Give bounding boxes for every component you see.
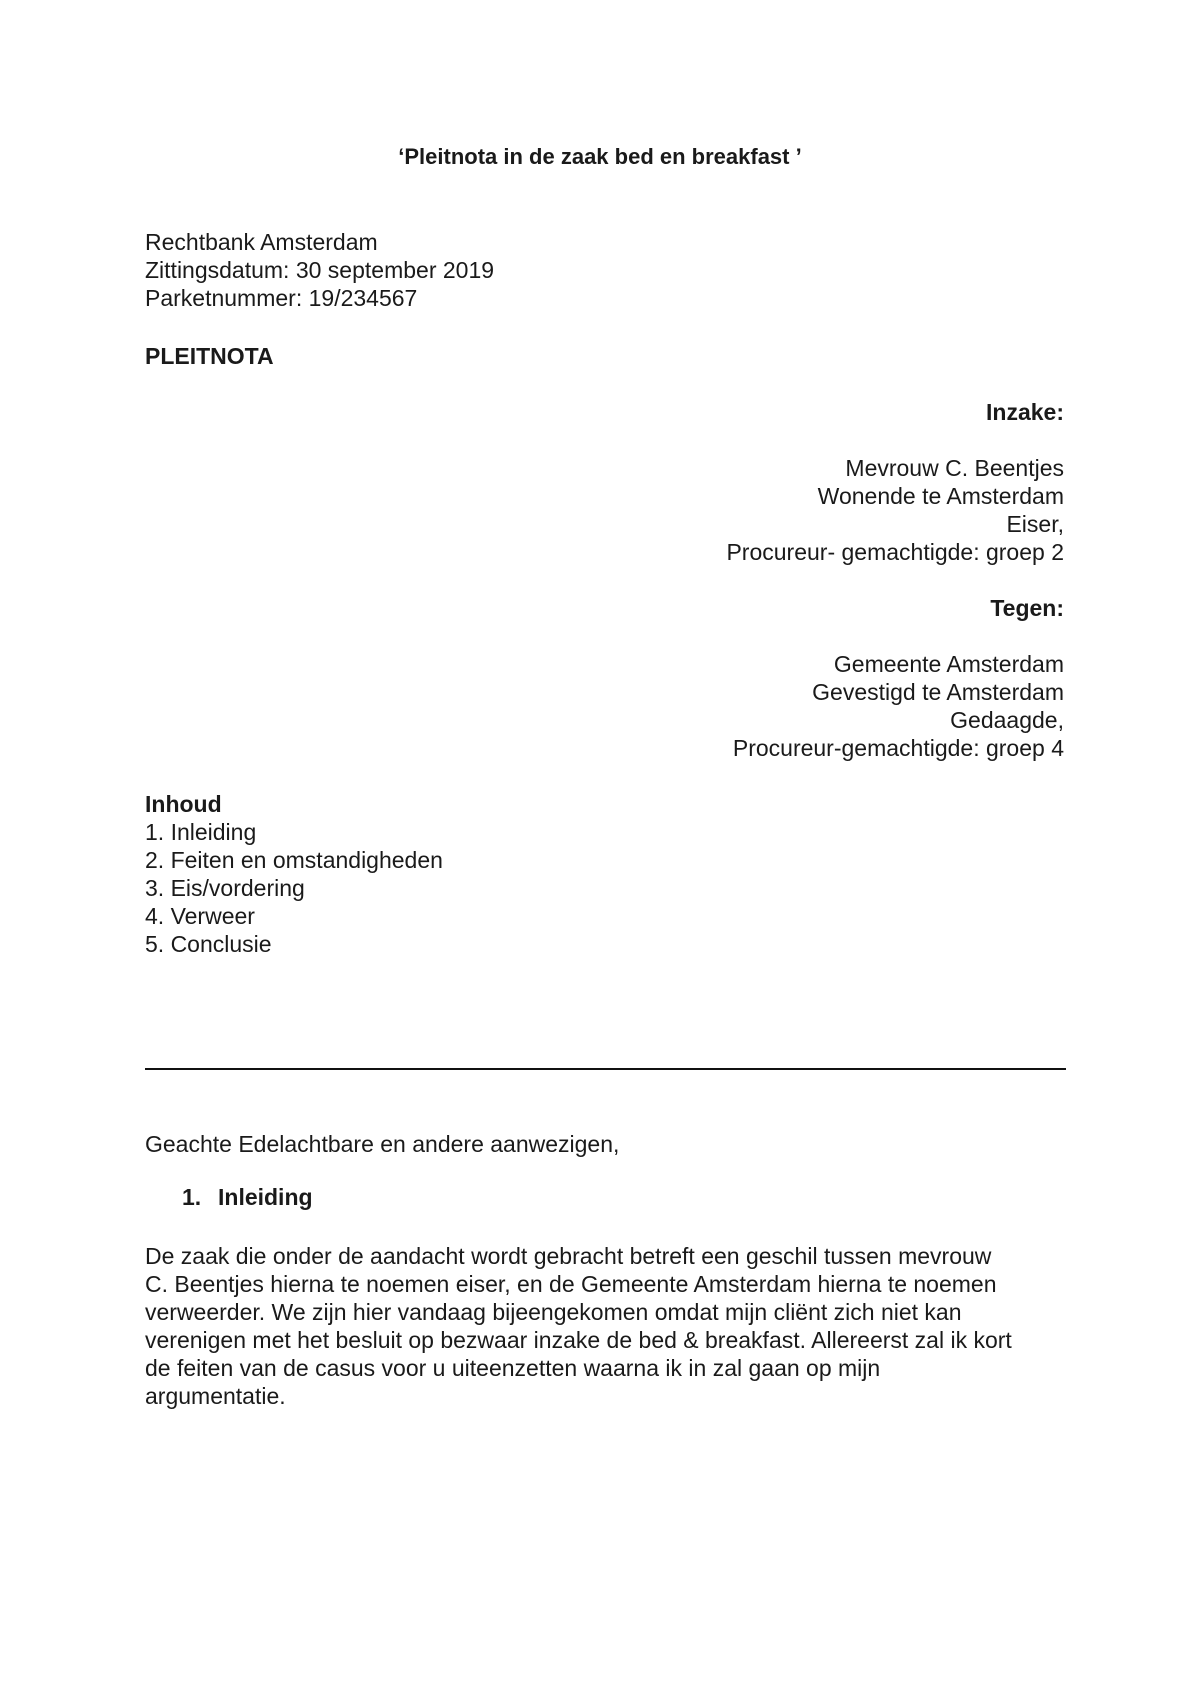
salutation: Geachte Edelachtbare en andere aanwezigen, (145, 1131, 620, 1157)
tegen-line: Procureur-gemachtigde: groep 4 (732, 735, 1064, 761)
contents-item: 4. Verweer (145, 903, 255, 929)
tegen-line: Gedaagde, (950, 707, 1064, 733)
session-date: Zittingsdatum: 30 september 2019 (145, 257, 495, 283)
section-number: 1. (182, 1184, 202, 1210)
inzake-label: Inzake: (986, 399, 1064, 425)
contents-item: 2. Feiten en omstandigheden (145, 847, 443, 873)
inzake-line: Mevrouw C. Beentjes (845, 455, 1064, 481)
paragraph-line: verweerder. We zijn hier vandaag bijeengekomen omdat mijn cliënt zich niet kan (145, 1299, 962, 1325)
horizontal-divider (145, 1068, 1066, 1070)
paragraph-line: argumentatie. (145, 1383, 286, 1409)
inzake-line: Wonende te Amsterdam (817, 483, 1064, 509)
section-title: Inleiding (218, 1184, 313, 1210)
paragraph-line: de feiten van de casus voor u uiteenzetten waarna ik in zal gaan op mijn (145, 1355, 881, 1381)
court-name: Rechtbank Amsterdam (145, 229, 378, 255)
tegen-label: Tegen: (990, 595, 1064, 621)
inzake-line: Procureur- gemachtigde: groep 2 (726, 539, 1064, 565)
paragraph-line: verenigen met het besluit op bezwaar inzake de bed & breakfast. Allereerst zal ik kort (145, 1327, 1012, 1353)
paragraph-line: De zaak die onder de aandacht wordt gebracht betreft een geschil tussen mevrouw (145, 1243, 992, 1269)
case-number: Parketnummer: 19/234567 (145, 285, 418, 311)
contents-item: 3. Eis/vordering (145, 875, 305, 901)
document-title: ‘Pleitnota in de zaak bed en breakfast ’ (398, 144, 802, 169)
pleitnota-heading: PLEITNOTA (145, 343, 274, 369)
tegen-line: Gevestigd te Amsterdam (812, 679, 1064, 705)
inzake-block (726, 398, 1064, 566)
paragraph-line: C. Beentjes hierna te noemen eiser, en de Gemeente Amsterdam hierna te noemen (145, 1271, 997, 1297)
tegen-line: Gemeente Amsterdam (833, 651, 1064, 677)
contents-item: 5. Conclusie (145, 931, 272, 957)
inzake-line: Eiser, (1006, 511, 1064, 537)
inleiding-paragraph (145, 1242, 1075, 1410)
tegen-block (733, 594, 1064, 762)
contents-heading: Inhoud (145, 791, 222, 817)
section-heading-inleiding (182, 1183, 313, 1211)
contents-item: 1. Inleiding (145, 819, 257, 845)
